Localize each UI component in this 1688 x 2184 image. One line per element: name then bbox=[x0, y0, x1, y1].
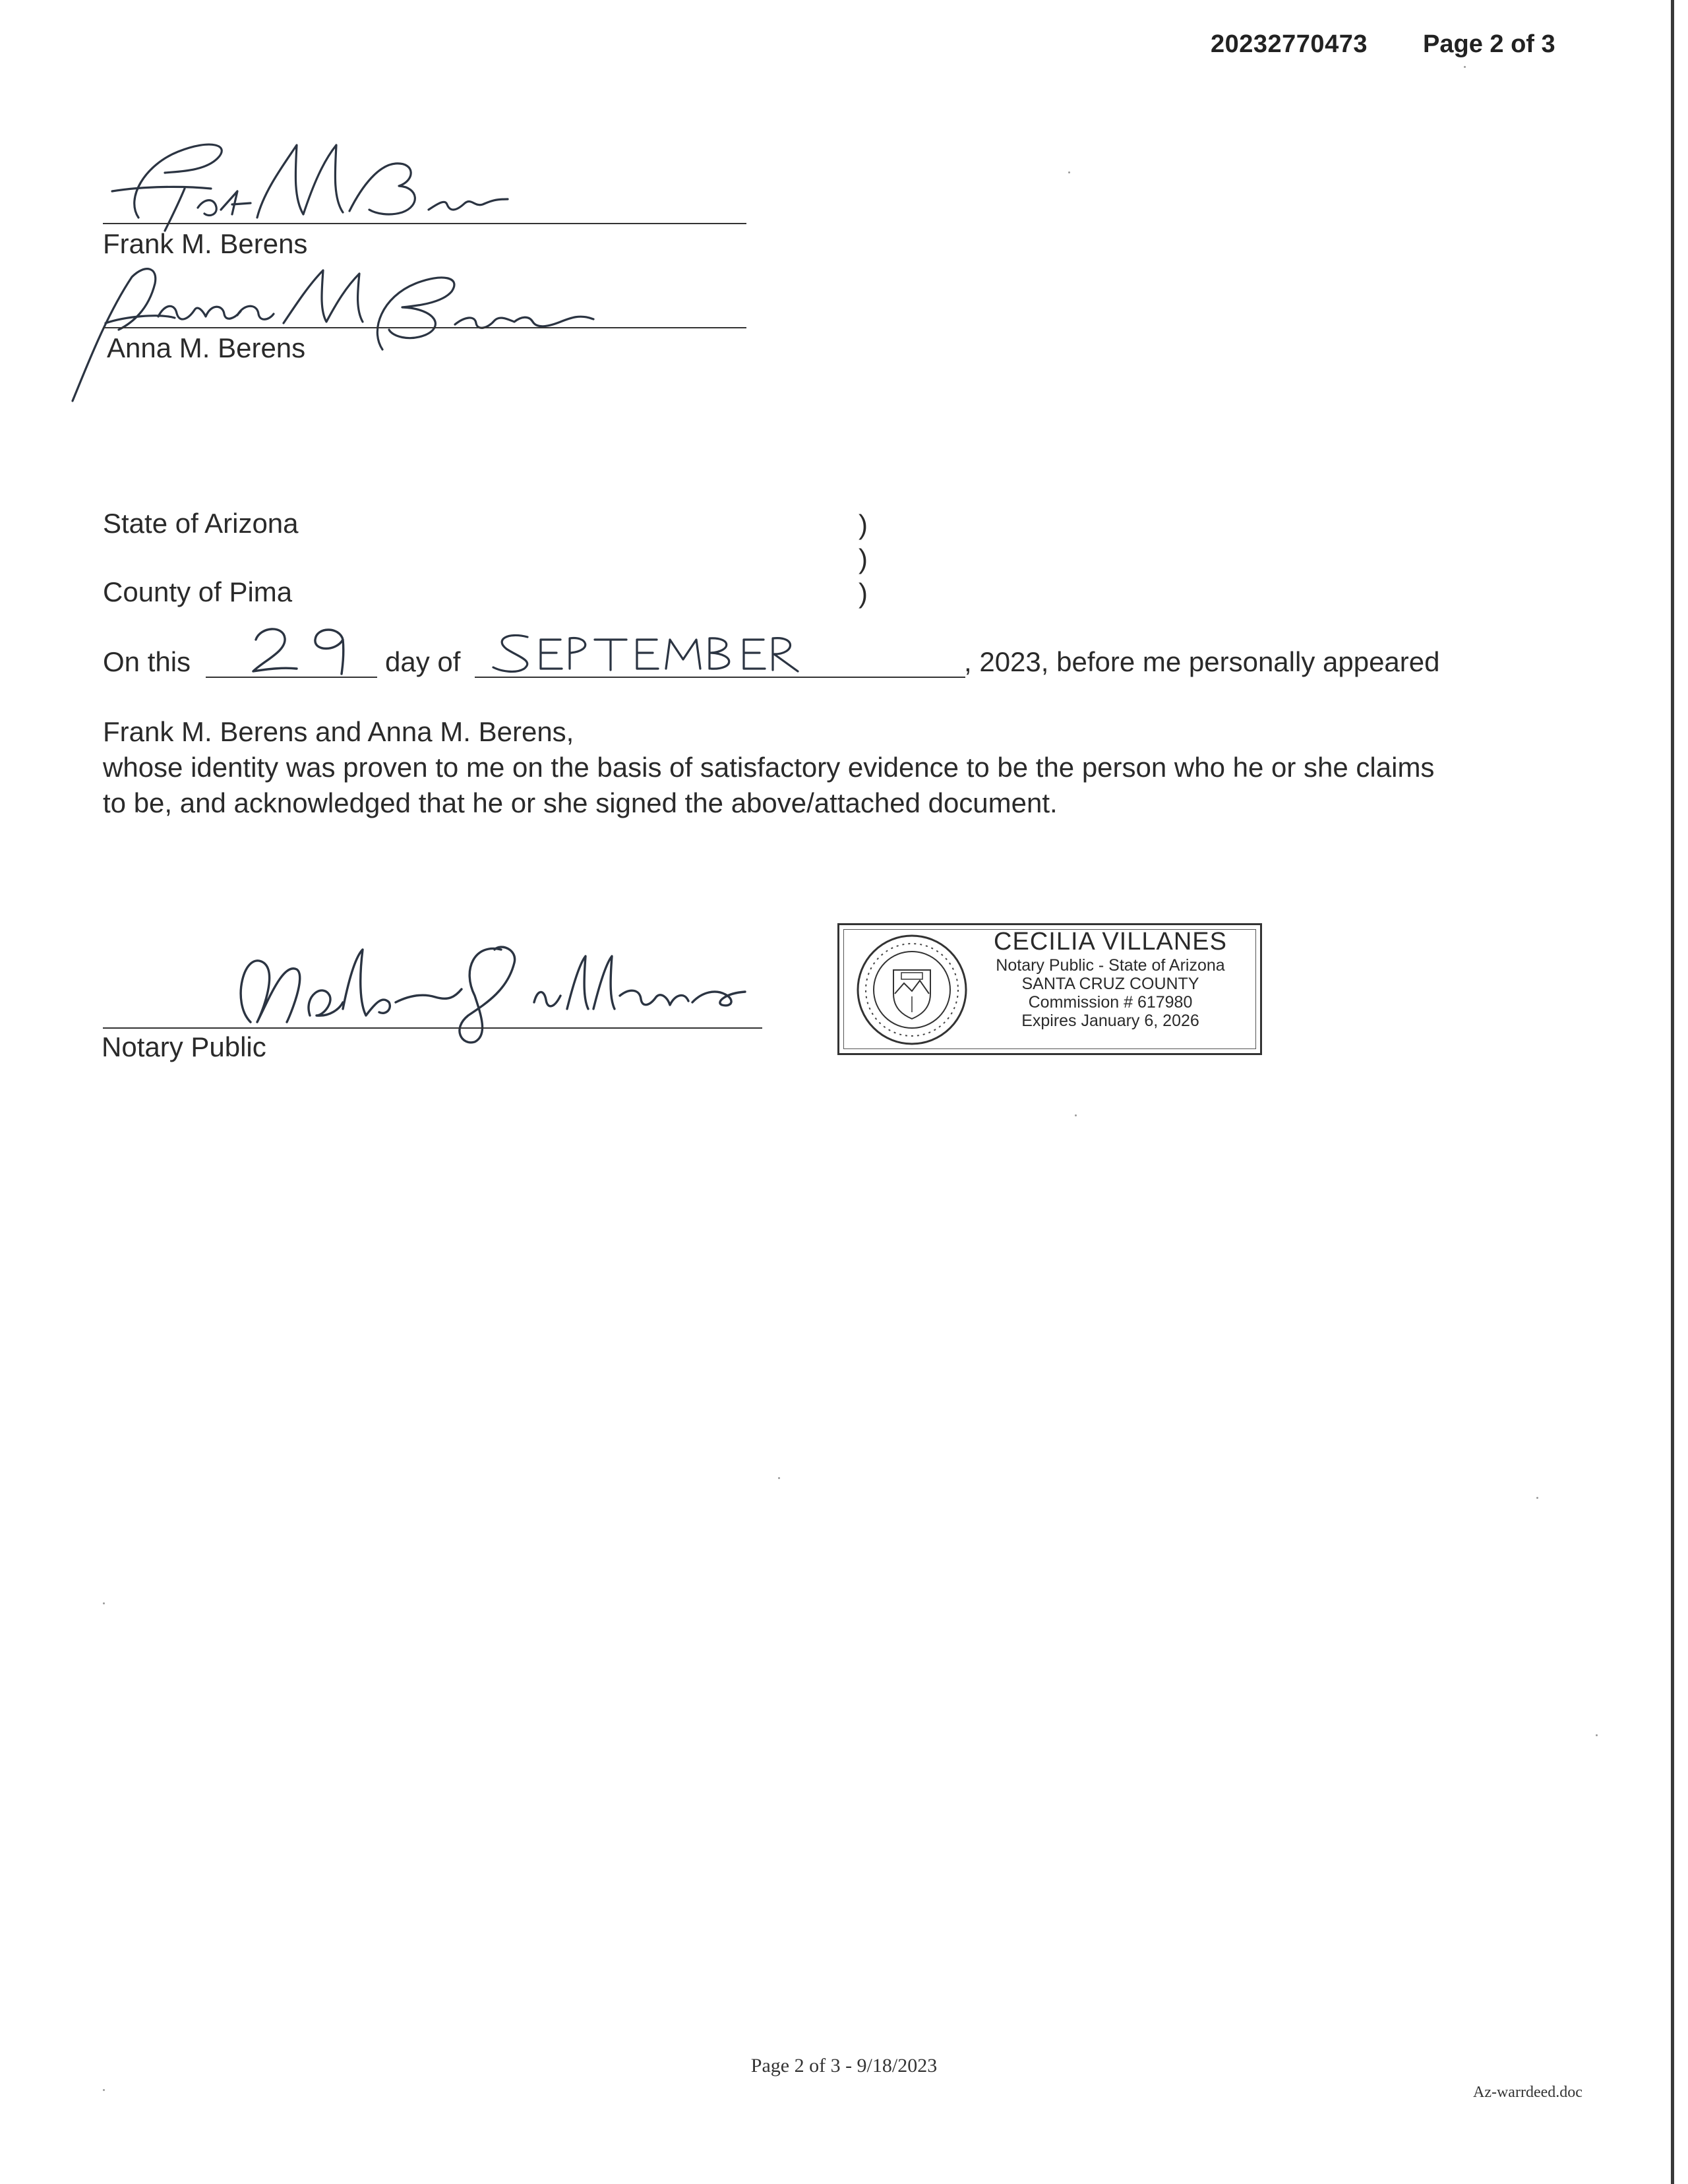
day-of-label: day of bbox=[385, 646, 461, 677]
appearing-names: Frank M. Berens and Anna M. Berens, bbox=[103, 716, 574, 747]
venue-county: County of Pima bbox=[103, 576, 293, 607]
venue-state: State of Arizona bbox=[103, 508, 299, 539]
printed-name-anna: Anna M. Berens bbox=[107, 332, 306, 363]
year-appeared-text: , 2023, before me personally appeared bbox=[964, 646, 1440, 677]
scan-speck bbox=[1075, 1114, 1077, 1116]
stamp-commission: Commission # 617980 bbox=[1028, 992, 1193, 1012]
identity-statement-line-1: whose identity was proven to me on the basis of satisfactory evidence to be the person who he or she claims bbox=[103, 752, 1435, 783]
footer-page-info: Page 2 of 3 - 9/18/2023 bbox=[750, 2055, 938, 2077]
scan-page-edge bbox=[1671, 0, 1674, 2184]
handwritten-month bbox=[488, 626, 844, 679]
stamp-expires: Expires January 6, 2026 bbox=[1021, 1011, 1199, 1030]
signature-frank-berens bbox=[86, 125, 587, 237]
signature-line-anna bbox=[103, 327, 746, 328]
notary-public-label: Notary Public bbox=[102, 1031, 266, 1062]
signature-anna-berens bbox=[59, 251, 620, 409]
footer-doc-filename: Az-warrdeed.doc bbox=[1473, 2084, 1582, 2101]
on-this-label: On this bbox=[103, 646, 191, 677]
identity-statement-line-2: to be, and acknowledged that he or she signed the above/attached document. bbox=[103, 787, 1058, 818]
scan-speck bbox=[1464, 66, 1466, 68]
stamp-notary-title: Notary Public - State of Arizona bbox=[996, 956, 1225, 975]
page-label: Page 2 of 3 bbox=[1423, 30, 1555, 58]
handwritten-day bbox=[244, 620, 376, 679]
venue-paren-1: ) bbox=[859, 509, 868, 540]
scan-speck bbox=[778, 1477, 780, 1479]
arizona-state-seal-icon bbox=[853, 930, 971, 1049]
printed-name-frank: Frank M. Berens bbox=[103, 228, 308, 259]
signature-notary bbox=[224, 923, 791, 1048]
scan-speck bbox=[1536, 1497, 1538, 1499]
notary-stamp bbox=[837, 923, 1262, 1055]
scan-speck bbox=[1596, 1734, 1598, 1736]
scan-speck bbox=[1068, 171, 1070, 173]
scan-speck bbox=[103, 2089, 105, 2091]
signature-line-frank bbox=[103, 223, 746, 224]
signature-line-notary bbox=[103, 1027, 762, 1029]
stamp-notary-name: CECILIA VILLANES bbox=[994, 928, 1227, 956]
document-number: 20232770473 bbox=[1211, 30, 1368, 58]
venue-paren-2: ) bbox=[859, 543, 868, 574]
scan-speck bbox=[103, 1602, 105, 1604]
stamp-county: SANTA CRUZ COUNTY bbox=[1021, 974, 1199, 993]
venue-paren-3: ) bbox=[859, 578, 868, 609]
